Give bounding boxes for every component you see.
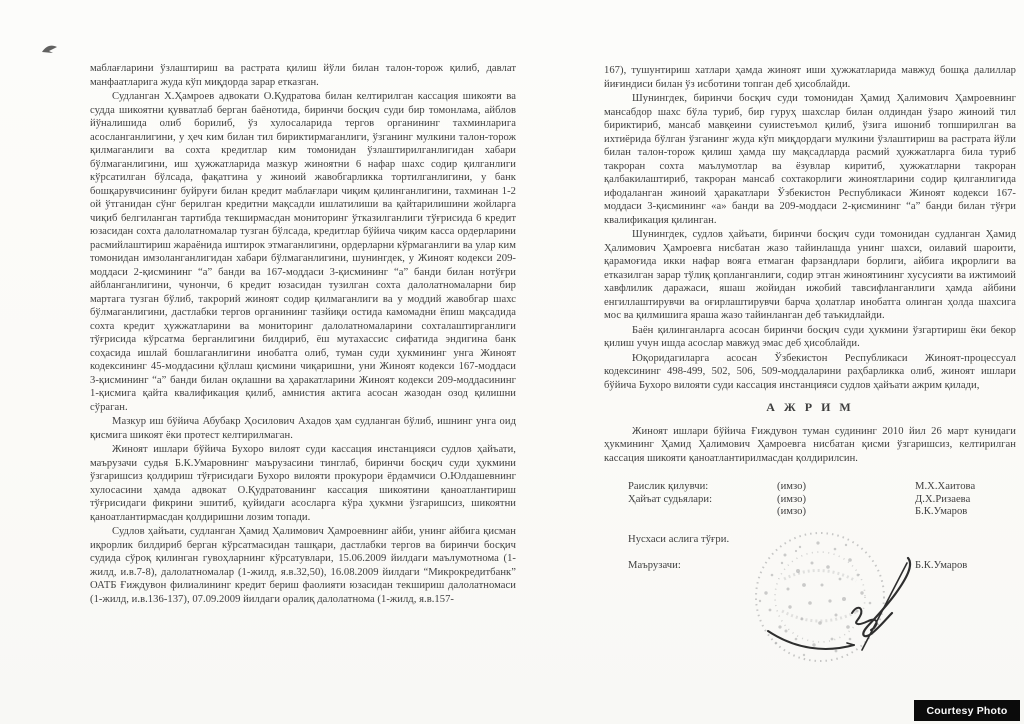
left-page-text	[90, 62, 516, 607]
signature-placeholder: (имзо)	[777, 506, 807, 518]
right-page-text	[604, 64, 1016, 573]
paragraph: маблағларини ўзлаштириш ва растрата қилиш йўли билан талон-торож қилиб, давлат манфаатларига жуда кўп миқдорда зарар етказган.	[90, 63, 516, 88]
paragraph: Юқоридагиларга асосан Ўзбекистон Республикаси Жиноят-процессуал кодексининг 498-499, 502, 506, 509-моддаларини раҳбарликка олиб, жиноят ишлари бўйича Бухоро вилояти суди кассация инстанцияси судлов ҳайъати ажрим қилади,	[604, 352, 1016, 391]
round-stamp-icon	[756, 533, 884, 661]
paragraph: Шунингдек, биринчи босқич суди томонидан Ҳамид Ҳалимович Ҳамроевнинг мансабдор шахс бўла туриб, бир гуруҳ шахслар билан олдиндан ўзаро жиноий тил бириктириб, мансаб мавқеини суиистеъмол қилиб, ўзига ишониб топширилган ва ихтиёрида бўлган ўзганинг жуда кўп миқдордаги мулкини ўзлаштириш ва растрата йўли билан талон-торож қилиш ҳамда шу мақсадларда расмий ҳужжатларга била туриб такроран сохта маълумотлар ва ёзувлар киритиб, ҳужжатларни такроран қалбакилаштириб, такроран мансаб сохтакорлиги жиноятларини содир қилганлигида ифодаланган жиноий ҳаракатлари Ўзбекистон Республикаси Жиноят кодекси 167-моддаси 3-қисмининг «а» банди ва 209-моддаси 2-қисмининг “а” банди билан тўғри квалификация қилинган.	[604, 93, 1016, 226]
judge-name: Б.К.Умаров	[915, 506, 968, 518]
stamp-and-signature	[740, 515, 1020, 680]
signature-row	[604, 481, 1016, 494]
presiding-judge-label: Раислик қилувчи:	[628, 481, 709, 492]
judge-name: Д.Х.Ризаева	[915, 493, 971, 505]
courtesy-photo-watermark: Courtesy Photo	[914, 700, 1020, 721]
paragraph: Судлов ҳайъати, судланган Ҳамид Ҳалимович Ҳамроевнинг айби, унинг айбига қисман иқрорлик билдириб берган кўрсатмасидан ташқари, дастлабки тергов ва биринчи босқич судида сўроқ қилинган гувоҳларнинг кўрсатувлари, 15.06.2009 йилдаги маълумотнома (1-жилд, и.в.7-8), далолатномалар (1-жилд, я.в.32,50), 16.08.2009 йилдаги “Микрокредитбанк” ОАТБ Ғиждувон филиалининг кредит бериш фаолияти юзасидан текшириш далолатномаси (1-жилд, и.в.136-137), 07.09.2009 йилдаги оралиқ далолатнома (1-жилд, я.в.157-	[90, 526, 516, 605]
signature-row	[604, 494, 1016, 507]
handwritten-signature-icon	[768, 558, 910, 650]
reporter-label: Маърузачи:	[628, 560, 681, 572]
paragraph: Мазкур иш бўйича Абубакр Ҳосилович Ахадов ҳам судланган бўлиб, ишнинг унга оид қисмига шикоят ёки протест келтирилмаган.	[90, 416, 516, 441]
paragraph: Баён қилинганларга асосан биринчи босқич суди ҳукмини ўзгартириш ёки бекор қилиш учун ишда асослар мавжуд эмас деб ҳисоблайди.	[604, 324, 1016, 349]
stamp-speckle	[759, 541, 872, 656]
paragraph: Шунингдек, судлов ҳайъати, биринчи босқич суди томонидан судланган Ҳамид Ҳалимович Ҳамроевга нисбатан жазо тайинлашда унинг шахси, оилавий шароити, қарамоғида икки нафар вояга етмаган фарзандлари борлиги, айбига иқрорлиги ва етказилган зарар тўлиқ қопланганлиги, содир этган жиноятининг хусусияти ва ижтимоий хавфлилик даражаси, яшаш жойидан ижобий тавсифланганлиги ҳамда айбини енгиллаштирувчи ва оғирлаштирувчи барча ҳолатлар инобатга олинган ҳолда шахсига мос ва қилмишига яраша жазо тайинланган деб таъкидлайди.	[604, 229, 1016, 321]
signature-placeholder: (имзо)	[777, 493, 807, 505]
ink-mark-icon	[40, 42, 62, 56]
ruling-heading: А Ж Р И М	[766, 400, 854, 414]
panel-judges-label: Ҳайъат судьялари:	[628, 493, 713, 505]
judge-name: М.Х.Хаитова	[915, 481, 976, 492]
signature-placeholder: (имзо)	[777, 481, 807, 492]
paragraph: Судланган Х.Ҳамроев адвокати О.Қудратова билан келтирилган кассация шикояти ва судда шикоятни қувватлаб берган баёнотида, биринчи босқич суди бир томонлама, айблов йўналишида олиб борилиб, ўз хулосаларида тергов органининг тахминларига асосланганлигини, у ҳеч ким билан тил бириктирмаганлиги, ўзганинг мулкини талон-торож қилмаганлиги ва сохта кредитлар ким томонидан ўзлаштирилганлигидан хабари бўлмаганлигини, иш ҳужжатларида мазкур жиноятни 6 нафар шахс содир қилганлиги кўрсатилган бўлсада, фақатгина у жиноий жавобгарликка тортилганлигини, у банк бошқарувчисининг буйруғи билан кредит маблағлари чиқим қилинганлигини, тахминан 1-2 ой ўтганидан сўнг берилган кредитни мақсадли ишлатилиши ва қайтарилишини жойларга чиқиб белгиланган тартибда текширмасдан мониторинг ўтказилганлиги тўғрисида 6 кредит юзасидан сохта далолатномалар тузган бўлсада, кредитлар бўйича чиқим касса ордерларини расмийлаштириш жараёнида иштирок этмаганлигини, ордерларни кўрмаганлиги ва улар ким томонидан имзоланганлигидан хабари бўлмаганлигини, шунингдек, у Жиноят кодекси 209-моддаси 2-қисмининг “а” банди ва 167-моддаси 3-қисмининг “а” банди билан нотўғри айбланганлигини, чунончи, 6 кредит юзасидан тузилган сохта далолатномаларни бир мартага тузган бўлиб, такрорий жиноят содир қилмаганлиги ва у моддий жавобгар шахс бўлмаганлигини, дастлабки тергов органининг тазйиқи остида камомадни ёпиш мақсадида сохта кредит ҳужжатларини ва мониторинг далолатномаларини сохталаштирганлиги тўғрисида кўрсатма берганлигини билдириб, ёш мутахассис сифатида эндигина банк соҳасида ишлай бошлаганлигини инобатга олиб, туман суди ҳукмининг унга Жиноят кодексининг 45-моддасини қўллаш қисмини чиқаришни, уни Жиноят кодекси 167-моддаси 3-қисмининг “а” банди билан оқлашни ва ҳаракатларини Жиноят кодекси 209-моддасининг 1-қисмига қайта квалификация қилиб, амнистия актига асосан жазодан озод қилишни сўраган.	[90, 91, 516, 413]
paragraph: Жиноят ишлари бўйича Бухоро вилоят суди кассация инстанцияси судлов ҳайъати, маърузачи судья Б.К.Умаровнинг маърузасини тинглаб, биринчи босқич суди ҳукмини ўзгаришсиз қолдириш тўғрисидаги Бухоро вилояти прокурори ёрдамчиси О.Юлдашевнинг хулосасини ҳамда адвокат О.Қудратованинг кассация шикоятини қаноатлантириш тўғрисидаги фикрини эшитиб, қуйидаги асосларга кўра ҳукмни ўзгаришсиз, шикоятни қаноатлантирмасдан қолдиришни лозим топади.	[90, 444, 516, 523]
reporter-name: Б.К.Умаров	[915, 560, 968, 572]
copy-certification-note: Нусхаси аслига тўғри.	[628, 533, 730, 545]
ruling-paragraph: Жиноят ишлари бўйича Ғиждувон туман судининг 2010 йил 26 март кунидаги ҳукмининг Ҳамид Ҳалимович Ҳамроевга нисбатан қисми ўзгаришсиз, келтирилган кассация шикояти қаноатлантирилмасдан қолдирилсин.	[604, 425, 1016, 464]
paragraph: 167), тушунтириш хатлари ҳамда жиноят иши ҳужжатларида мавжуд бошқа далиллар йиғиндиси билан ўз исботини топган деб ҳисоблайди.	[604, 65, 1016, 90]
